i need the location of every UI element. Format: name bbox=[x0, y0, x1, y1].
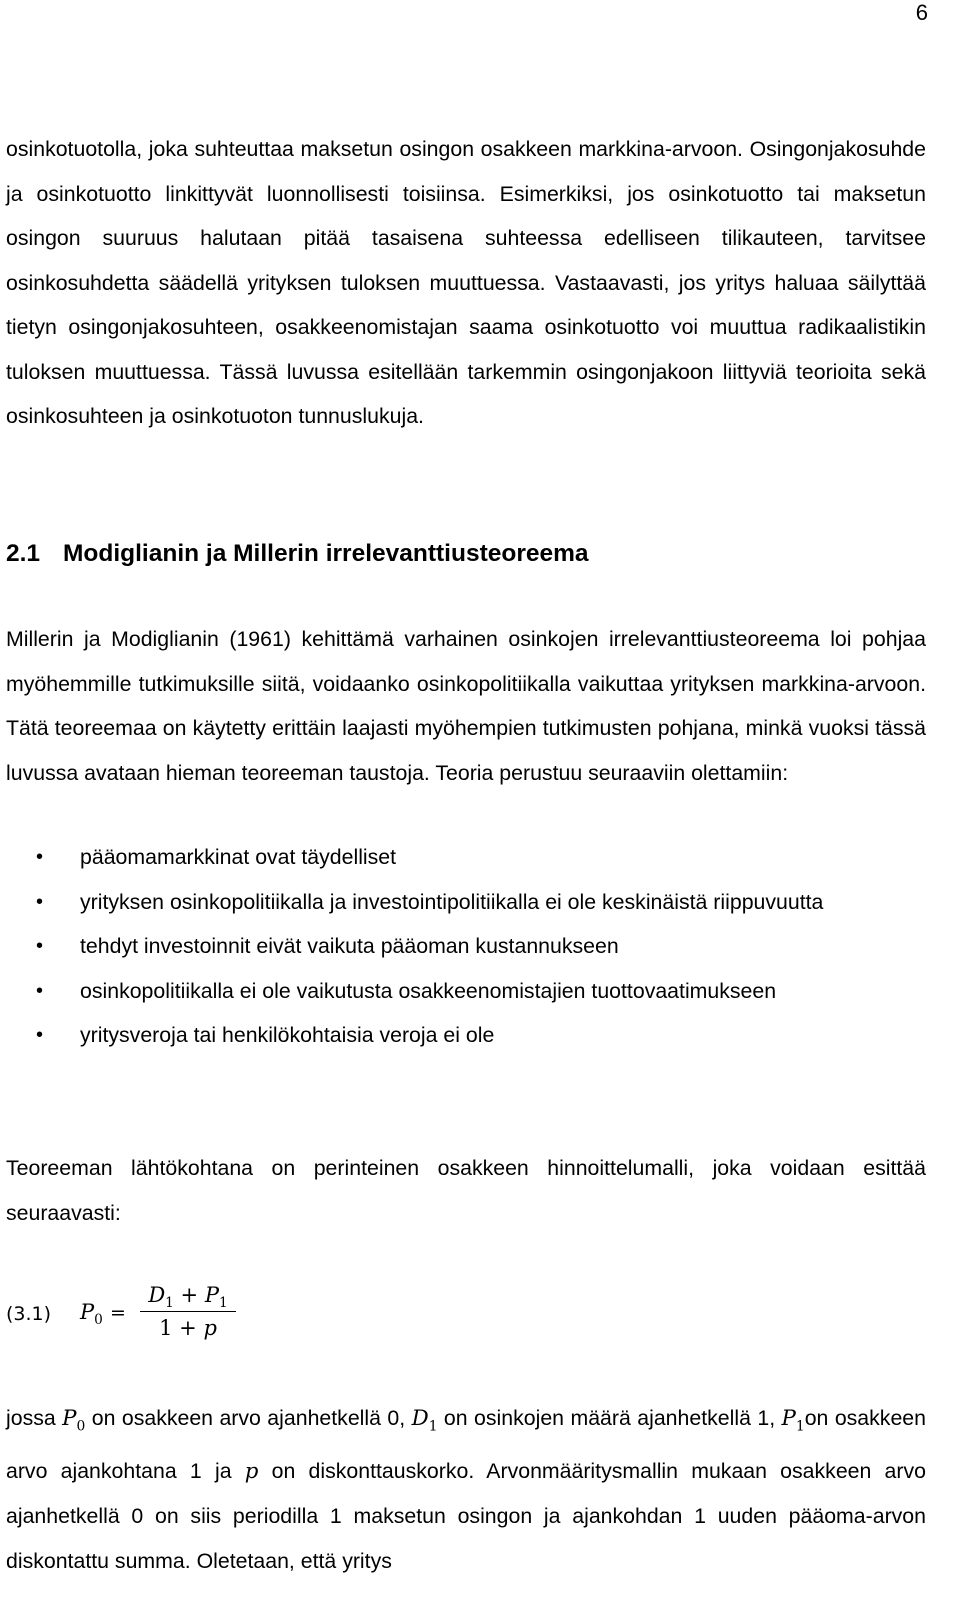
var-d1: $D_1$ bbox=[411, 1406, 438, 1435]
list-item: • pääomamarkkinat ovat täydelliset bbox=[0, 835, 926, 880]
section-number: 2.1 bbox=[6, 540, 41, 567]
var-p0: $P_0$ bbox=[62, 1406, 86, 1435]
list-item: • yrityksen osinkopolitiikalla ja investointipolitiikalla ei ole keskinäistä riippuvuutta bbox=[0, 880, 926, 925]
intro-paragraph: osinkotuotolla, joka suhteuttaa maksetun osingon osakkeen markkina-arvoon. Osingonjakosuhde ja osinkotuotto linkittyvät luonnollisesti toisiinsa. Esimerkiksi, jos osinkotuotto tai maksetun osingon suuruus halutaan pitää tasaisena suhteessa edelliseen tilikauteen, tarvitsee osinkosuhdetta säädellä yrityksen tuloksen muuttuessa. Vastaavasti, jos yritys haluaa säilyttää tietyn osingonjakosuhteen, osakkeenomistajan saama osinkotuotto voi muuttua radikaalistikin tuloksen muuttuessa. Tässä luvussa esitellään tarkemmin osingonjakoon liittyviä teorioita sekä osinkosuhteen ja osinkotuoton tunnuslukuja. bbox=[6, 137, 926, 428]
fraction-denominator: 1 + p bbox=[159, 1316, 217, 1340]
equation-lhs: $P_0$ bbox=[80, 1300, 103, 1329]
var-p: p bbox=[244, 1458, 259, 1484]
section-title: Modiglianin ja Millerin irrelevanttiusteoreema bbox=[63, 540, 589, 567]
var-p1: $P_1$ bbox=[781, 1406, 805, 1435]
section-paragraph: Millerin ja Modiglianin (1961) kehittämä varhainen osinkojen irrelevanttiusteoreema loi pohjaa myöhemmille tutkimuksille siitä, voidaanko osinkopolitiikalla vaikuttaa yrityksen markkina-arvoon. Tätä teoreemaa on käytetty erittäin laajasti myöhempien tutkimusten pohjana, minkä vuoksi tässä luvussa avataan hieman teoreeman taustoja. Teoria perustuu seuraaviin olettamiin: bbox=[6, 627, 926, 785]
equation-fraction bbox=[140, 1280, 236, 1343]
equation-label: (3.1) bbox=[6, 1303, 52, 1325]
assumption-list bbox=[0, 835, 960, 1058]
list-item: • osinkopolitiikalla ei ole vaikutusta osakkeenomistajien tuottovaatimukseen bbox=[0, 969, 926, 1014]
list-item: • tehdyt investoinnit eivät vaikuta pääoman kustannukseen bbox=[0, 924, 926, 969]
model-paragraph: Teoreeman lähtökohtana on perinteinen osakkeen hinnoittelumalli, joka voidaan esittää seuraavasti: bbox=[6, 1156, 926, 1225]
equals-sign: = bbox=[110, 1302, 126, 1324]
fraction-numerator: $D_1 + P_1$ bbox=[148, 1283, 228, 1312]
list-item: • yritysveroja tai henkilökohtaisia veroja ei ole bbox=[0, 1013, 926, 1058]
explanation-paragraph: jossa $P_0$ on osakkeen arvo ajanhetkellä 0, $D_1$ on osinkojen määrä ajanhetkellä 1, $P_1on$ osakkeen arvo ajankohtana 1 ja p on diskonttauskorko. Arvonmääritysmallin mukaan osakkeen arvo ajanhetkellä 0 on siis periodilla 1 maksetun osingon ja ajankohdan 1 uuden pääoma-arvon diskontattu summa. Oletetaan, että yritys bbox=[6, 1406, 926, 1573]
equation-3-1 bbox=[6, 1280, 406, 1350]
page-number: 6 bbox=[915, 0, 928, 25]
section-heading bbox=[6, 540, 589, 568]
